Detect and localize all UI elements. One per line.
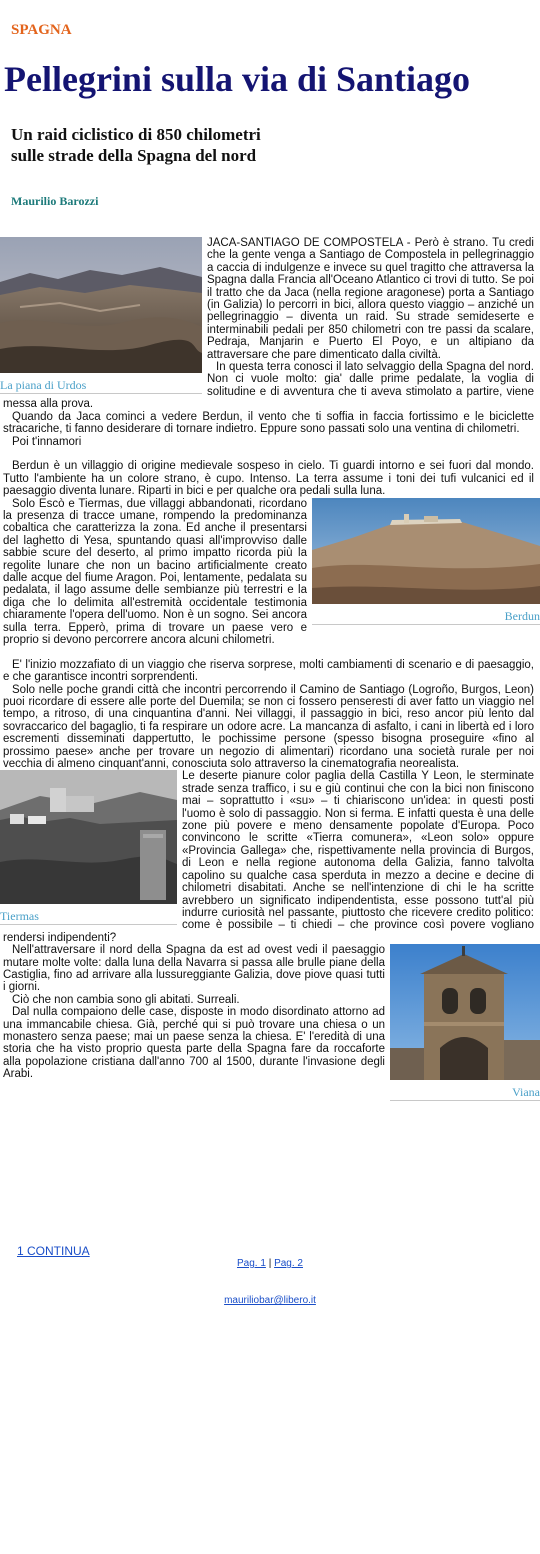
caption-urdos: La piana di Urdos [0, 373, 202, 394]
caption-berdun: Berdun [312, 604, 540, 625]
paragraph-5-text: Berdun è un villaggio di origine medievale sospeso in cielo. Ti guardi intorno e sei fuori dal mondo. Tutto l'ambiente ha un colore strano, è cupo. Intenso. La terra assume i toni dei tufi vulcanici ed il paesaggio diventa lunare. Riparti in bici e per qualche ora pedali sulla luna. [3, 460, 534, 498]
subtitle-line-2: sulle strade della Spagna del nord [11, 146, 257, 165]
article-title: Pellegrini sulla via di Santiago [4, 59, 471, 99]
caption-viana: Viana [390, 1080, 540, 1101]
photo-urdos [0, 237, 202, 373]
paragraph-4: Poi t'innamori [12, 435, 82, 448]
paragraph-12: Dal nulla compaiono delle case, disposte in modo disordinato attorno ad una immancabile chiesa. Già, perché qui si può trovare una chiesa o un monastero senza paese; mai un paese senza la chiesa. E' l'eredità di una storia che ha visto proprio questa parte della Spagna fare da roccaforte alla popolazione cristiana dall'anno 700 al 1500, durante l'invasione degli Arabi. [3, 1006, 385, 1081]
paragraph-7: E' l'inizio mozzafiato di un viaggio che riserva sorprese, molti cambiamenti di scenario e di paesaggio, e che garantisce incontri sorprendenti. [3, 658, 534, 684]
caption-tiermas: Tiermas [0, 904, 177, 925]
paragraph-3: Quando da Jaca cominci a vedere Berdun, il vento che ti soffia in faccia fortissimo e le biciclette stracariche, ti fanno desiderare di tornare indietro. Eppure sono passati solo una ventina di chilometri. [3, 410, 534, 436]
paragraph-1: JACA-SANTIAGO DE COMPOSTELA - Però è strano. Tu credi che la gente venga a Santiago de Compostela in pellegrinaggio a caccia di indulgenze e invece su quel tragitto che attraversa la Spagna dalla Francia all'Oceano Atlantico ci trovi di tutto. Se poi il tratto che da Jaca (nella regione aragonese) porta a Santiago (in Galizia) lo percorri in bici, allora questo viaggio – anziché un pellegrinaggio – diventa un raid. Su strade semideserte e interminabili pedali per 850 chilometri con tre passi da scalare, Pedraja, Manjarin e Puerto El Poyo, e un altipiano da attraversare che pare dimenticato dalla civiltà. [207, 237, 534, 361]
paragraph-6: Solo Escò e Tiermas, due villaggi abbandonati, ricordano la presenza di tracce umane, rompendo la predominanza cobaltica che caratterizza la zona. Ed anche il presentarsi del laghetto di Yesa, spuntando quasi all'improvviso dalle sabbie scure del deserto, al primo impatto ricorda più la regolite lunare che non un bacino artificialmente creato dalle acque del fiume Aragon. Poi, lentamente, pedalata su pedalata, il lago assume delle sembianze più terrestri e la diga che lo delimita all'estremità occidentale testimonia chiaramente l'opera dell'uomo. Non è un sogno. Sei ancora sulla terra. Epperò, prima di trovare un paese vero e proprio si devono percorrere ancora alcuni chilometri. [3, 497, 307, 646]
paragraph-11: Ciò che non cambia sono gli abitati. Surreali. [12, 993, 240, 1006]
contact-email [0, 1295, 540, 1306]
paragraph-2: In questa terra conosci il lato selvaggio della Spagna del nord. Non ci vuole molto: gia' dalle prime pedalate, la voglia di solitudine e di avventura che ti aveva stimolato a partire, viene messa alla prova. [3, 361, 534, 411]
author-byline: Maurilio Barozzi [11, 194, 99, 208]
pagination [0, 1258, 540, 1269]
pager-separator: | [268, 1258, 272, 1269]
paragraph-8-text: Solo nelle poche grandi città che incontri percorrendo il Camino de Santiago (Logroño, Burgos, Leon) puoi ricordare di essere alle porte del Duemila; se non ci fossero penseresti di aver fatto un viaggio nel tempo, a ritroso, di una cinquantina d'anni. Nei villaggi, il passaggio in bici, reso ancor più lento dal sovraccarico del bagaglio, ti fa respirare un odore acre. La mancanza di asfalto, i cani in libertà ed i loro escrementi disseminati dappertutto, le pochissime persone (spesso bisogna proseguire «fino al prossimo paese» anche per trovare un negozio di alimentari) ricordano una società rurale per noi vecchia di almeno cinquant'anni, conosciuta solo attraverso la cinematografia neorealista. [3, 683, 534, 771]
figure-urdos [0, 237, 202, 394]
subtitle-line-1: Un raid ciclistico di 850 chilometri [11, 125, 261, 144]
paragraph-10: Nell'attraversare il nord della Spagna da est ad ovest vedi il paesaggio mutare molte volte: dalla luna della Navarra si passa alle brulle piane della Castiglia, fino ad arrivare alla lussureggiante Galizia, dove piove quasi tutti i giorni. [3, 944, 385, 994]
paragraph-9-text: Le deserte pianure color paglia della Castilla Y Leon, le sterminate strade senza traffico, i su e giù continui che con la bici non finiscono mai – soprattutto i «su» – ti chiariscono un'idea: in questi posti l'uomo è solo di passaggio. Non si ferma. E infatti questa è una delle zone più povere e meno densamente popolate d'Europa. Poco convincono le scritte «Tierra comunera», «Leon solo» oppure «Provincia Gallega» che, rispettivamente nella provincia di Burgos, di Leon e nella regione autonoma della Galizia, fanno talvolta capolino su qualche casa sperduta in mezzo a decine e decine di chilometri disabitati. Anche se nell'intenzione di chi le ha scritte avrebbero un significato indipendentista, esse possono tutt'al più indurre curiosità nel passante, piuttosto che ricevere credito politico: come è possibile – ti chiedi – che province così povere vogliano rendersi indipendenti? [3, 770, 534, 944]
page-2-link[interactable]: Pag. 2 [274, 1258, 303, 1269]
paragraph-8 [3, 684, 534, 771]
page-1-link[interactable]: Pag. 1 [236, 1258, 266, 1269]
figure-berdun [312, 498, 540, 625]
article-subtitle [11, 124, 331, 166]
figure-viana [390, 944, 540, 1101]
email-link[interactable]: mauriliobar@libero.it [224, 1295, 316, 1306]
article-body [0, 237, 540, 1101]
continue-link[interactable]: 1 CONTINUA [17, 1244, 90, 1258]
photo-viana [390, 944, 540, 1080]
paragraph-5 [3, 460, 534, 497]
section-label: SPAGNA [11, 22, 72, 38]
photo-tiermas [0, 770, 177, 904]
photo-berdun [312, 498, 540, 604]
figure-tiermas [0, 770, 177, 925]
